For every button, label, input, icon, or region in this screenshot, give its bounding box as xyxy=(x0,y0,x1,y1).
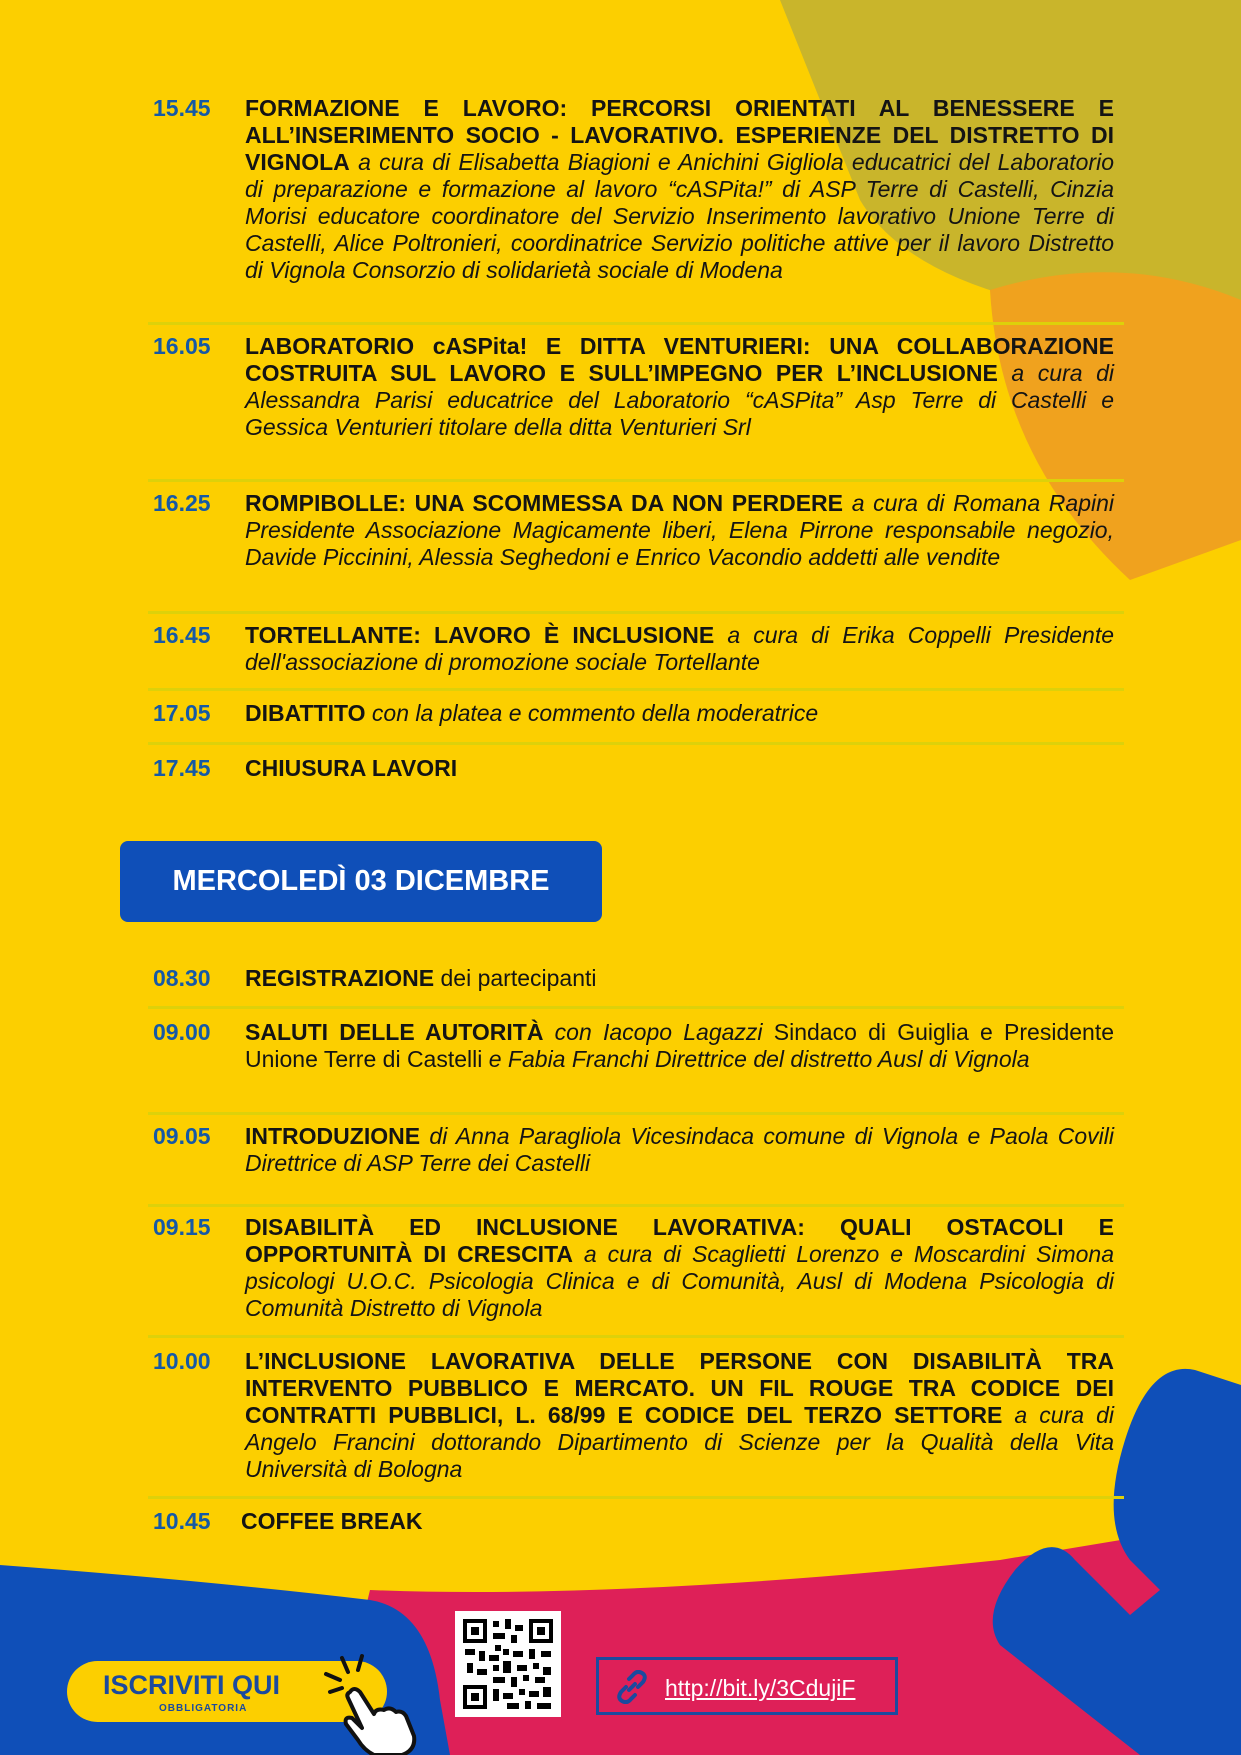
schedule-time: 17.05 xyxy=(153,700,211,726)
day-heading-badge: MERCOLEDÌ 03 DICEMBRE xyxy=(120,841,602,922)
schedule-title: L’INCLUSIONE LAVORATIVA DELLE PERSONE CON DISABILITÀ TRA INTERVENTO PUBBLICO E MERCATO. UN FIL ROUGE TRA CODICE DEI CONTRATTI PUBBLICI, L. 68/99 E CODICE DEL TERZO SETTORE xyxy=(245,1348,1114,1428)
schedule-detail: dei partecipanti xyxy=(440,965,597,991)
schedule-title: COFFEE BREAK xyxy=(241,1508,423,1534)
schedule-item xyxy=(148,1508,1124,1542)
schedule-detail: a cura di Erika Coppelli Presidente dell'associazione di promozione sociale Tortellante xyxy=(245,622,1114,675)
schedule-time: 10.45 xyxy=(153,1508,211,1534)
schedule-text xyxy=(245,965,1114,992)
schedule-detail: Sindaco di Guiglia e Presidente Unione Terre di Castelli xyxy=(245,1019,1115,1072)
schedule-text xyxy=(245,622,1114,676)
schedule-text xyxy=(245,1123,1114,1177)
schedule-title: DIBATTITO xyxy=(245,700,366,726)
schedule-item xyxy=(148,1123,1124,1207)
schedule-item xyxy=(148,965,1124,1009)
schedule-detail: e Fabia Franchi Direttrice del distretto Ausl di Vignola xyxy=(488,1046,1030,1072)
register-button-label: ISCRIVITI QUI xyxy=(103,1670,281,1700)
schedule-time: 16.45 xyxy=(153,622,211,648)
schedule-text xyxy=(245,1348,1114,1483)
schedule-text xyxy=(245,1019,1114,1073)
schedule-item xyxy=(148,755,1124,789)
schedule-title: ROMPIBOLLE: UNA SCOMMESSA DA NON PERDERE xyxy=(245,490,843,516)
schedule-text xyxy=(245,755,1114,782)
schedule-detail: a cura di Romana Rapini Presidente Associazione Magicamente liberi, Elena Pirrone responsabile negozio, Davide Piccinini, Alessia Seghedoni e Enrico Vacondio addetti alle vendite xyxy=(245,490,1114,570)
schedule-item xyxy=(148,622,1124,691)
qr-code-icon xyxy=(463,1619,553,1709)
schedule-detail: con la platea e commento della moderatrice xyxy=(371,700,819,726)
schedule-time: 15.45 xyxy=(153,95,211,121)
schedule-item xyxy=(148,333,1124,482)
schedule-item xyxy=(148,95,1124,325)
schedule-title: LABORATORIO cASPita! E DITTA VENTURIERI: UNA COLLABORAZIONE COSTRUITA SUL LAVORO E SULL’IMPEGNO PER L’INCLUSIONE xyxy=(245,333,1114,386)
schedule-time: 17.45 xyxy=(153,755,211,781)
schedule-title: CHIUSURA LAVORI xyxy=(245,755,458,781)
schedule-text xyxy=(245,95,1114,284)
schedule-detail: a cura di Angelo Francini dottorando Dipartimento di Scienze per la Qualità della Vita Università di Bologna xyxy=(245,1402,1114,1482)
schedule-time: 09.00 xyxy=(153,1019,211,1045)
schedule-text xyxy=(245,333,1114,441)
schedule-title: FORMAZIONE E LAVORO: PERCORSI ORIENTATI AL BENESSERE E ALL’INSERIMENTO SOCIO - LAVORATIVO. ESPERIENZE DEL DISTRETTO DI VIGNOLA xyxy=(245,95,1114,175)
schedule-item xyxy=(148,490,1124,614)
schedule-item xyxy=(148,1214,1124,1338)
schedule-item xyxy=(148,1348,1124,1499)
schedule-detail: a cura di Elisabetta Biagioni e Anichini Gigliola educatrici del Laboratorio di preparazione e formazione al lavoro “cASPita!” di ASP Terre di Castelli, Cinzia Morisi educatore coordinatore del Servizio Inserimento lavorativo Unione Terre di Castelli, Alice Poltronieri, coordinatrice Servizio politiche attive per il lavoro Distretto di Vignola Consorzio di solidarietà sociale di Modena xyxy=(245,149,1114,283)
schedule-detail: con Iacopo Lagazzi xyxy=(554,1019,763,1045)
pointing-hand-icon xyxy=(340,1684,420,1755)
schedule-time: 09.15 xyxy=(153,1214,211,1240)
schedule-time: 09.05 xyxy=(153,1123,211,1149)
register-required-note: OBBLIGATORIA xyxy=(159,1703,248,1714)
schedule-detail: a cura di Scaglietti Lorenzo e Moscardini Simona psicologi U.O.C. Psicologia Clinica e di Comunità, Ausl di Modena Psicologia di Comunità Distretto di Vignola xyxy=(245,1241,1114,1321)
schedule-title: SALUTI DELLE AUTORITÀ xyxy=(245,1019,544,1045)
schedule-detail: di Anna Paragliola Vicesindaca comune di Vignola e Paola Covili Direttrice di ASP Terre dei Castelli xyxy=(245,1123,1114,1176)
schedule-text xyxy=(245,1214,1114,1322)
schedule-item xyxy=(148,700,1124,745)
qr-code[interactable] xyxy=(455,1611,561,1717)
schedule-text xyxy=(245,700,1114,727)
schedule-title: DISABILITÀ ED INCLUSIONE LAVORATIVA: QUALI OSTACOLI E OPPORTUNITÀ DI CRESCITA xyxy=(245,1214,1114,1267)
schedule-item xyxy=(148,1019,1124,1115)
schedule-time: 10.00 xyxy=(153,1348,211,1374)
schedule-time: 08.30 xyxy=(153,965,211,991)
registration-link[interactable] xyxy=(596,1657,898,1715)
schedule-time: 16.05 xyxy=(153,333,211,359)
registration-url[interactable]: http://bit.ly/3CdujiF xyxy=(665,1675,856,1701)
schedule-title: REGISTRAZIONE xyxy=(245,965,435,991)
schedule-title: INTRODUZIONE xyxy=(245,1123,421,1149)
schedule-title: TORTELLANTE: LAVORO È INCLUSIONE xyxy=(245,622,715,648)
schedule-time: 16.25 xyxy=(153,490,211,516)
schedule-text xyxy=(241,1508,1110,1535)
schedule-text xyxy=(245,490,1114,571)
schedule-detail: a cura di Alessandra Parisi educatrice del Laboratorio “cASPita” Asp Terre di Castelli e Gessica Venturieri titolare della ditta Venturieri Srl xyxy=(245,360,1115,440)
link-icon xyxy=(615,1670,649,1704)
